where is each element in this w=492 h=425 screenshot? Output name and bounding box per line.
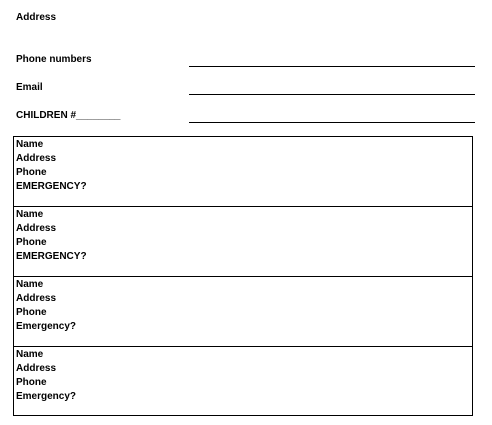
children-count-label: CHILDREN #________ (16, 110, 121, 121)
child-name-label: Name (16, 349, 44, 360)
children-field[interactable] (189, 122, 475, 123)
phone-numbers-label: Phone numbers (16, 54, 92, 65)
child-phone-label: Phone (16, 237, 47, 248)
child-box-1[interactable] (13, 136, 473, 206)
email-label: Email (16, 82, 43, 93)
child-name-label: Name (16, 209, 44, 220)
address-label: Address (16, 12, 57, 23)
child-address-label: Address (16, 153, 57, 164)
child-name-label: Name (16, 279, 44, 290)
child-phone-label: Phone (16, 377, 47, 388)
child-name-label: Name (16, 139, 44, 150)
child-emergency-label: Emergency? (16, 321, 77, 332)
email-field[interactable] (189, 94, 475, 95)
child-box-4[interactable] (13, 346, 473, 416)
child-address-label: Address (16, 293, 57, 304)
child-phone-label: Phone (16, 307, 47, 318)
child-box-2[interactable] (13, 206, 473, 276)
phone-numbers-field[interactable] (189, 66, 475, 67)
child-address-label: Address (16, 363, 57, 374)
child-phone-label: Phone (16, 167, 47, 178)
child-emergency-label: Emergency? (16, 391, 77, 402)
child-box-3[interactable] (13, 276, 473, 346)
child-emergency-label: EMERGENCY? (16, 251, 87, 262)
child-emergency-label: EMERGENCY? (16, 181, 87, 192)
child-address-label: Address (16, 223, 57, 234)
